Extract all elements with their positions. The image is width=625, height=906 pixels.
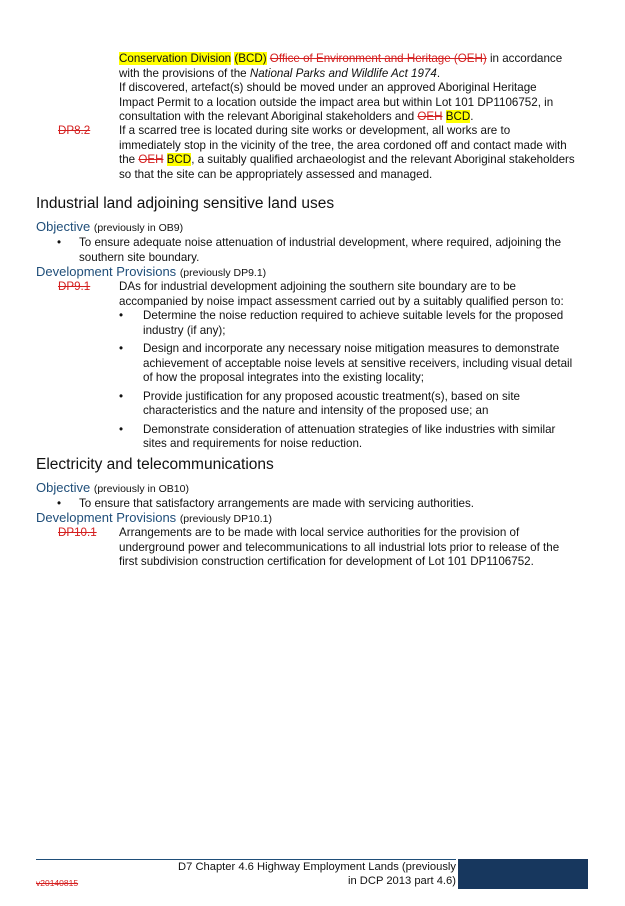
- highlight-text: Conservation Division: [119, 52, 232, 65]
- dp101-text: [119, 526, 591, 570]
- text-line: sites and requirements for noise reduction.: [143, 437, 363, 450]
- list-item: [119, 423, 591, 452]
- text-line: If a scarred tree is located during site works or development, all works are to: [119, 124, 511, 137]
- bullet-icon: •: [57, 497, 62, 510]
- dp82-text: [119, 124, 594, 182]
- text-line: Provide justification for any proposed acoustic treatment(s), based on site: [143, 389, 520, 403]
- top-line-3: If discovered, artefact(s) should be moved under an approved Aboriginal Heritage: [119, 81, 537, 94]
- struck-text: OEH: [138, 153, 164, 166]
- footer-title: [160, 861, 456, 888]
- text: in accordance: [486, 52, 563, 65]
- bullet-icon: •: [119, 342, 124, 355]
- text: consultation with the relevant Aboriginal stakeholders and: [119, 110, 418, 123]
- top-line-2: [119, 67, 589, 82]
- text-line: To ensure that satisfactory arrangements are made with servicing authorities.: [79, 497, 475, 510]
- objective-heading: [36, 480, 189, 495]
- dev-provisions-heading: [36, 264, 266, 279]
- bullet-icon: •: [119, 422, 124, 436]
- dev-provisions-heading: [36, 510, 272, 525]
- objective-bullet: [57, 236, 597, 265]
- text: the: [119, 153, 139, 166]
- text: .: [470, 110, 474, 123]
- top-line-1: [119, 52, 589, 67]
- dp91-text: [119, 280, 589, 309]
- text-line: accompanied by noise impact assessment carried out by a suitably qualified person to:: [119, 294, 564, 308]
- dp-code: DP9.1: [58, 280, 91, 293]
- footer-divider: [36, 859, 456, 860]
- objective-heading: [36, 219, 183, 234]
- text-line: To ensure adequate noise attenuation of industrial development, where required, adjoining the: [79, 236, 562, 249]
- text-line: first subdivision construction certification for development of Lot 101 DP1106752.: [119, 555, 534, 568]
- struck-text: Office of Environment and Heritage (OEH): [269, 52, 487, 65]
- dev-label: Development Provisions: [36, 264, 177, 279]
- text: , a suitably qualified archaeologist and the relevant Aboriginal stakeholders: [191, 153, 575, 166]
- text-line: characteristics and the nature and intensity of the proposed use; an: [143, 404, 489, 417]
- dp91-bullets: [119, 309, 591, 452]
- dp-code: DP10.1: [58, 526, 97, 539]
- act-title: National Parks and Wildlife Act 1974: [249, 66, 437, 80]
- text-line: Determine the noise reduction required to achieve suitable levels for the proposed: [143, 309, 564, 322]
- text-line: immediately stop in the vicinity of the tree, the area cordoned off and contact made with: [119, 138, 567, 152]
- struck-text: OEH: [417, 110, 443, 123]
- highlight-text: BCD: [166, 153, 192, 166]
- text-line: Demonstrate consideration of attenuation strategies of like industries with similar: [143, 422, 556, 436]
- list-item: [119, 342, 591, 386]
- text-line: Arrangements are to be made with local service authorities for the provision of: [119, 526, 520, 539]
- objective-label: Objective: [36, 480, 91, 495]
- top-paragraph: [119, 52, 589, 125]
- bullet-icon: •: [119, 389, 124, 403]
- text: .: [436, 66, 441, 80]
- dev-label: Development Provisions: [36, 510, 177, 525]
- dev-note: (previously DP9.1): [179, 267, 267, 279]
- top-line-5: [119, 110, 589, 125]
- text-line: DAs for industrial development adjoining the southern site boundary are to be: [119, 280, 517, 293]
- section-heading: Electricity and telecommunications: [36, 456, 274, 473]
- text-line: industry (if any);: [143, 323, 226, 337]
- footer-color-block: [458, 859, 588, 889]
- text-line: so that the site can be appropriately assessed and managed.: [119, 167, 433, 181]
- text-line: in DCP 2013 part 4.6): [347, 874, 456, 887]
- objective-label: Objective: [36, 219, 91, 234]
- top-line-4: Impact Permit to a location outside the impact area but within Lot 101 DP1106752, in: [119, 95, 554, 109]
- highlight-text: (BCD): [234, 52, 267, 65]
- bullet-icon: •: [57, 236, 62, 249]
- text-line: underground power and telecommunications to all industrial lots prior to release of the: [119, 540, 560, 554]
- version-label: v20140815: [36, 878, 79, 888]
- text-line: Design and incorporate any necessary noise mitigation measures to demonstrate: [143, 342, 560, 355]
- dp-code: DP8.2: [58, 124, 91, 137]
- list-item: [119, 390, 591, 419]
- text-line: D7 Chapter 4.6 Highway Employment Lands (previously: [178, 861, 456, 873]
- text: with the provisions of the: [119, 66, 250, 80]
- objective-note: (previously in OB9): [93, 222, 184, 234]
- text-line: southern site boundary.: [79, 250, 200, 264]
- objective-note: (previously in OB10): [93, 483, 189, 495]
- list-item: [119, 309, 591, 338]
- text-line: achievement of acceptable noise levels at sensitive receivers, including visual detail: [143, 356, 573, 370]
- text-line: [119, 153, 594, 168]
- bullet-icon: •: [119, 309, 124, 322]
- section-heading: Industrial land adjoining sensitive land uses: [36, 195, 335, 212]
- highlight-text: BCD: [445, 110, 471, 123]
- text-line: of how the proposal integrates into the existing locality;: [143, 371, 424, 384]
- dev-note: (previously DP10.1): [179, 513, 273, 525]
